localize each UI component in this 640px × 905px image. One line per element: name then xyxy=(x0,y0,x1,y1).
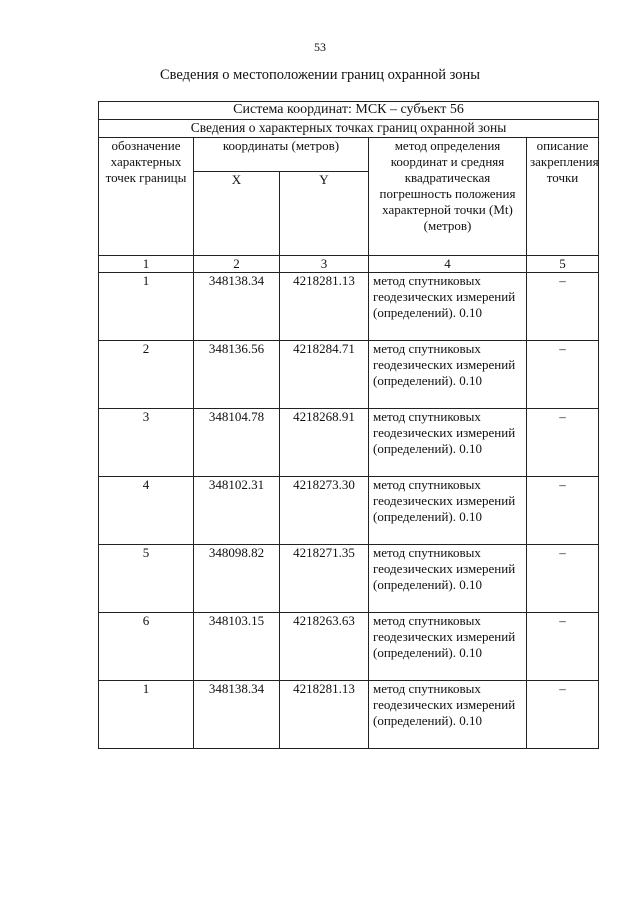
coord-x: 348138.34 xyxy=(194,681,280,749)
header-coords: координаты (метров) xyxy=(194,138,369,172)
column-number: 5 xyxy=(527,256,599,273)
document-title: Сведения о местоположении границ охранной зоны xyxy=(159,67,480,83)
coord-y: 4218281.13 xyxy=(280,681,369,749)
table-row xyxy=(99,477,599,545)
method-cell: метод спутниковых геодезических измерений (определений). 0.10 xyxy=(369,545,527,613)
method-cell: метод спутниковых геодезических измерений (определений). 0.10 xyxy=(369,477,527,545)
table-row xyxy=(99,681,599,749)
point-id: 5 xyxy=(99,545,194,613)
coord-x: 348098.82 xyxy=(194,545,280,613)
description-cell: – xyxy=(527,681,599,749)
point-id: 2 xyxy=(99,341,194,409)
method-cell: метод спутниковых геодезических измерений (определений). 0.10 xyxy=(369,273,527,341)
point-id: 1 xyxy=(99,681,194,749)
coord-x: 348136.56 xyxy=(194,341,280,409)
header-point: обозначение характерных точек границы xyxy=(99,138,194,256)
point-id: 3 xyxy=(99,409,194,477)
coord-y: 4218268.91 xyxy=(280,409,369,477)
column-number: 4 xyxy=(369,256,527,273)
coordinate-system-caption: Система координат: МСК – субъект 56 xyxy=(99,102,599,120)
header-description: описание закрепления точки xyxy=(527,138,599,256)
description-cell: – xyxy=(527,477,599,545)
table-row xyxy=(99,613,599,681)
table-row xyxy=(99,409,599,477)
boundary-points-table xyxy=(98,101,599,749)
header-method: метод определения координат и средняя квадратическая погрешность положения характерной точки (Mt) (метров) xyxy=(369,138,527,256)
description-cell: – xyxy=(527,273,599,341)
coord-y: 4218263.63 xyxy=(280,613,369,681)
coord-y: 4218271.35 xyxy=(280,545,369,613)
column-number: 3 xyxy=(280,256,369,273)
description-cell: – xyxy=(527,545,599,613)
coord-x: 348102.31 xyxy=(194,477,280,545)
header-y: Y xyxy=(280,172,369,256)
coord-y: 4218284.71 xyxy=(280,341,369,409)
column-numbers-row xyxy=(99,256,599,273)
header-x: X xyxy=(194,172,280,256)
coord-x: 348104.78 xyxy=(194,409,280,477)
table-row xyxy=(99,273,599,341)
point-id: 6 xyxy=(99,613,194,681)
method-cell: метод спутниковых геодезических измерений (определений). 0.10 xyxy=(369,681,527,749)
table-row xyxy=(99,545,599,613)
coord-x: 348103.15 xyxy=(194,613,280,681)
description-cell: – xyxy=(527,613,599,681)
description-cell: – xyxy=(527,409,599,477)
column-number: 1 xyxy=(99,256,194,273)
description-cell: – xyxy=(527,341,599,409)
method-cell: метод спутниковых геодезических измерений (определений). 0.10 xyxy=(369,613,527,681)
column-number: 2 xyxy=(194,256,280,273)
coord-y: 4218273.30 xyxy=(280,477,369,545)
coord-y: 4218281.13 xyxy=(280,273,369,341)
page-number: 53 xyxy=(314,40,326,54)
point-id: 1 xyxy=(99,273,194,341)
point-id: 4 xyxy=(99,477,194,545)
method-cell: метод спутниковых геодезических измерений (определений). 0.10 xyxy=(369,409,527,477)
table-row xyxy=(99,341,599,409)
coord-x: 348138.34 xyxy=(194,273,280,341)
table-subtitle: Сведения о характерных точках границ охранной зоны xyxy=(99,120,599,138)
method-cell: метод спутниковых геодезических измерений (определений). 0.10 xyxy=(369,341,527,409)
